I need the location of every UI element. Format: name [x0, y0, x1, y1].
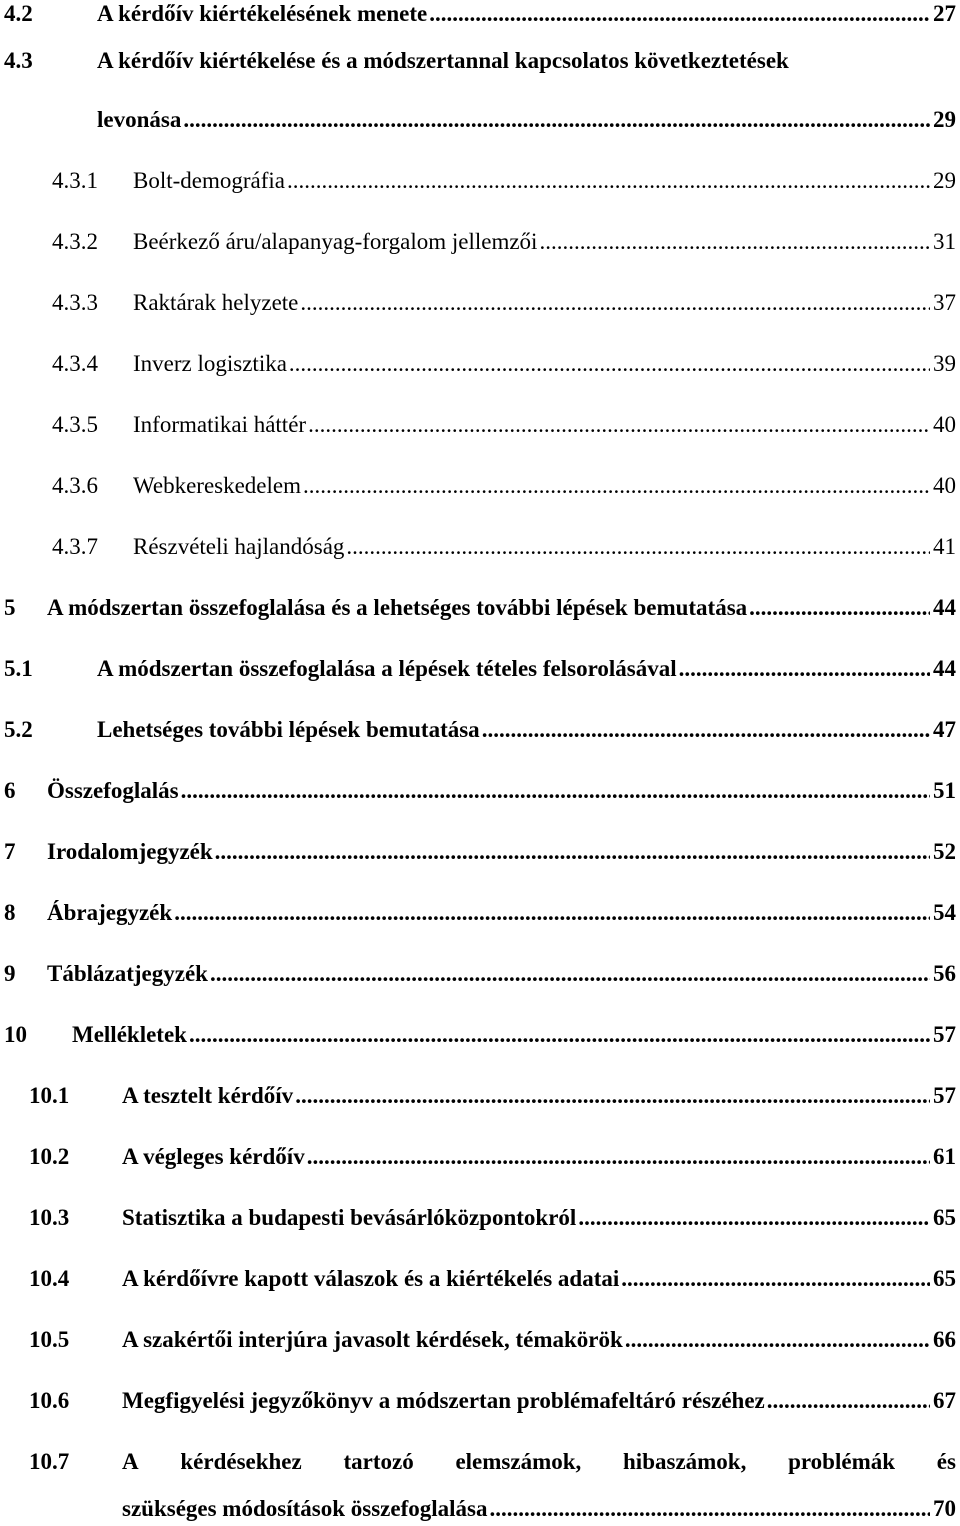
toc-title: Megfigyelési jegyzőkönyv a módszertan problémafeltáró részéhez [122, 1388, 765, 1413]
toc-title-line2: levonása [97, 107, 182, 132]
toc-number: 6 [4, 778, 16, 803]
toc-number: 10.2 [29, 1144, 70, 1169]
dot-leader [289, 347, 930, 381]
toc-page: 54 [933, 900, 956, 925]
toc-entry-4-3-2[interactable] [0, 225, 960, 259]
dot-leader [679, 652, 930, 686]
toc-title-line1: A kérdőív kiértékelése és a módszertannal kapcsolatos következtetések [97, 48, 789, 73]
dot-leader [578, 1201, 930, 1235]
toc-page: 47 [933, 717, 956, 742]
toc-title: Irodalomjegyzék [47, 839, 213, 864]
toc-number: 10.4 [29, 1266, 70, 1291]
toc-entry-9[interactable] [0, 957, 960, 991]
toc-page: 37 [933, 290, 956, 315]
toc-number: 4.2 [4, 1, 33, 26]
toc-entry-5-1[interactable] [0, 652, 960, 686]
toc-title: Részvételi hajlandóság [133, 534, 345, 559]
toc-title-word: és [936, 1449, 956, 1474]
toc-entry-10-5[interactable] [0, 1323, 960, 1357]
dot-leader [767, 1384, 930, 1418]
toc-title: Statisztika a budapesti bevásárlóközpontokról [122, 1205, 577, 1230]
toc-entry-10-1[interactable] [0, 1079, 960, 1113]
toc-page: 41 [933, 534, 956, 559]
toc-entry-10-6[interactable] [0, 1384, 960, 1418]
dot-leader [429, 0, 930, 31]
toc-page: 65 [933, 1205, 956, 1230]
toc-page: 40 [933, 412, 956, 437]
toc-page: 57 [933, 1022, 956, 1047]
toc-entry-10-7-continued[interactable] [0, 1492, 960, 1526]
toc-title: Raktárak helyzete [133, 290, 299, 315]
toc-number: 10.1 [29, 1083, 70, 1108]
toc-page: 70 [933, 1496, 956, 1521]
toc-entry-10-4[interactable] [0, 1262, 960, 1296]
dot-leader [539, 225, 930, 259]
toc-title: A módszertan összefoglalása és a lehetséges további lépések bemutatása [47, 595, 748, 620]
toc-page: 61 [933, 1144, 956, 1169]
toc-entry-10-3[interactable] [0, 1201, 960, 1235]
toc-page: 31 [933, 229, 956, 254]
dot-leader [625, 1323, 930, 1357]
dot-leader [215, 835, 930, 869]
toc-page: 40 [933, 473, 956, 498]
toc-entry-4-3-6[interactable] [0, 469, 960, 503]
toc-title: Ábrajegyzék [47, 900, 173, 925]
toc-page: 27 [933, 1, 956, 26]
toc-entry-4-3-5[interactable] [0, 408, 960, 442]
dot-leader [189, 1018, 930, 1052]
toc-entry-4-3[interactable] [0, 44, 960, 78]
dot-leader [621, 1262, 930, 1296]
toc-number: 4.3.3 [52, 290, 98, 315]
dot-leader [303, 469, 930, 503]
toc-number: 5.1 [4, 656, 33, 681]
toc-entry-4-3-3[interactable] [0, 286, 960, 320]
toc-title: Lehetséges további lépések bemutatása [97, 717, 480, 742]
toc-title: Beérkező áru/alapanyag-forgalom jellemzői [133, 229, 538, 254]
toc-number: 5.2 [4, 717, 33, 742]
toc-title-line2: szükséges módosítások összefoglalása [122, 1496, 488, 1521]
toc-title-word: tartozó [343, 1449, 414, 1474]
toc-title-word: problémák [788, 1449, 896, 1474]
dot-leader [346, 530, 930, 564]
toc-number: 4.3.4 [52, 351, 98, 376]
toc-page: 67 [933, 1388, 956, 1413]
dot-leader [183, 103, 930, 137]
toc-title: Bolt-demográfia [133, 168, 286, 193]
dot-leader [307, 1140, 930, 1174]
toc-entry-5-2[interactable] [0, 713, 960, 747]
toc-number: 4.3 [4, 48, 33, 73]
toc-number: 10.7 [29, 1449, 70, 1474]
toc-title-word: elemszámok, [455, 1449, 582, 1474]
toc-title: Informatikai háttér [133, 412, 307, 437]
toc-title: Összefoglalás [47, 778, 179, 803]
toc-page: 29 [933, 107, 956, 132]
dot-leader [749, 591, 930, 625]
dot-leader [210, 957, 930, 991]
toc-entry-10[interactable] [0, 1018, 960, 1052]
toc-entry-4-2[interactable] [0, 0, 960, 31]
toc-page: 51 [933, 778, 956, 803]
toc-page: 65 [933, 1266, 956, 1291]
toc-title-line1 [122, 1445, 956, 1479]
toc-number: 9 [4, 961, 16, 986]
toc-title: Táblázatjegyzék [47, 961, 208, 986]
toc-number: 4.3.1 [52, 168, 98, 193]
toc-entry-4-3-continued[interactable] [0, 103, 960, 137]
toc-title: Webkereskedelem [133, 473, 302, 498]
toc-entry-4-3-7[interactable] [0, 530, 960, 564]
toc-title: A végleges kérdőív [122, 1144, 305, 1169]
toc-title: A kérdőívre kapott válaszok és a kiértékelés adatai [122, 1266, 620, 1291]
toc-entry-5[interactable] [0, 591, 960, 625]
toc-number: 7 [4, 839, 16, 864]
dot-leader [308, 408, 930, 442]
toc-entry-6[interactable] [0, 774, 960, 808]
toc-number: 4.3.5 [52, 412, 98, 437]
toc-title: A kérdőív kiértékelésének menete [97, 1, 428, 26]
toc-entry-8[interactable] [0, 896, 960, 930]
toc-entry-10-7[interactable] [0, 1445, 960, 1479]
toc-number: 4.3.7 [52, 534, 98, 559]
toc-number: 4.3.6 [52, 473, 98, 498]
toc-title: Inverz logisztika [133, 351, 287, 376]
toc-number: 10.3 [29, 1205, 70, 1230]
toc-entry-10-2[interactable] [0, 1140, 960, 1174]
toc-page: 52 [933, 839, 956, 864]
toc-number: 10 [4, 1022, 27, 1047]
toc-title-word: hibaszámok, [623, 1449, 747, 1474]
toc-page: 44 [933, 595, 956, 620]
dot-leader [489, 1492, 930, 1526]
toc-title-word: A [122, 1449, 139, 1474]
toc-entry-4-3-1[interactable] [0, 164, 960, 198]
toc-number: 4.3.2 [52, 229, 98, 254]
toc-title: A tesztelt kérdőív [122, 1083, 294, 1108]
toc-page: 57 [933, 1083, 956, 1108]
toc-entry-4-3-4[interactable] [0, 347, 960, 381]
dot-leader [174, 896, 930, 930]
toc-number: 10.6 [29, 1388, 70, 1413]
toc-number: 5 [4, 595, 16, 620]
toc-number: 8 [4, 900, 16, 925]
dot-leader [300, 286, 930, 320]
toc-title: Mellékletek [72, 1022, 187, 1047]
toc-page: 66 [933, 1327, 956, 1352]
toc-title: A módszertan összefoglalása a lépések tételes felsorolásával [97, 656, 677, 681]
toc-title-word: kérdésekhez [180, 1449, 302, 1474]
dot-leader [295, 1079, 930, 1113]
toc-page: 56 [933, 961, 956, 986]
toc-entry-7[interactable] [0, 835, 960, 869]
toc-page: 29 [933, 168, 956, 193]
toc-number: 10.5 [29, 1327, 70, 1352]
dot-leader [181, 774, 930, 808]
toc-title: A szakértői interjúra javasolt kérdések, témakörök [122, 1327, 623, 1352]
toc-page: 44 [933, 656, 956, 681]
dot-leader [287, 164, 930, 198]
dot-leader [482, 713, 930, 747]
toc-page: 39 [933, 351, 956, 376]
